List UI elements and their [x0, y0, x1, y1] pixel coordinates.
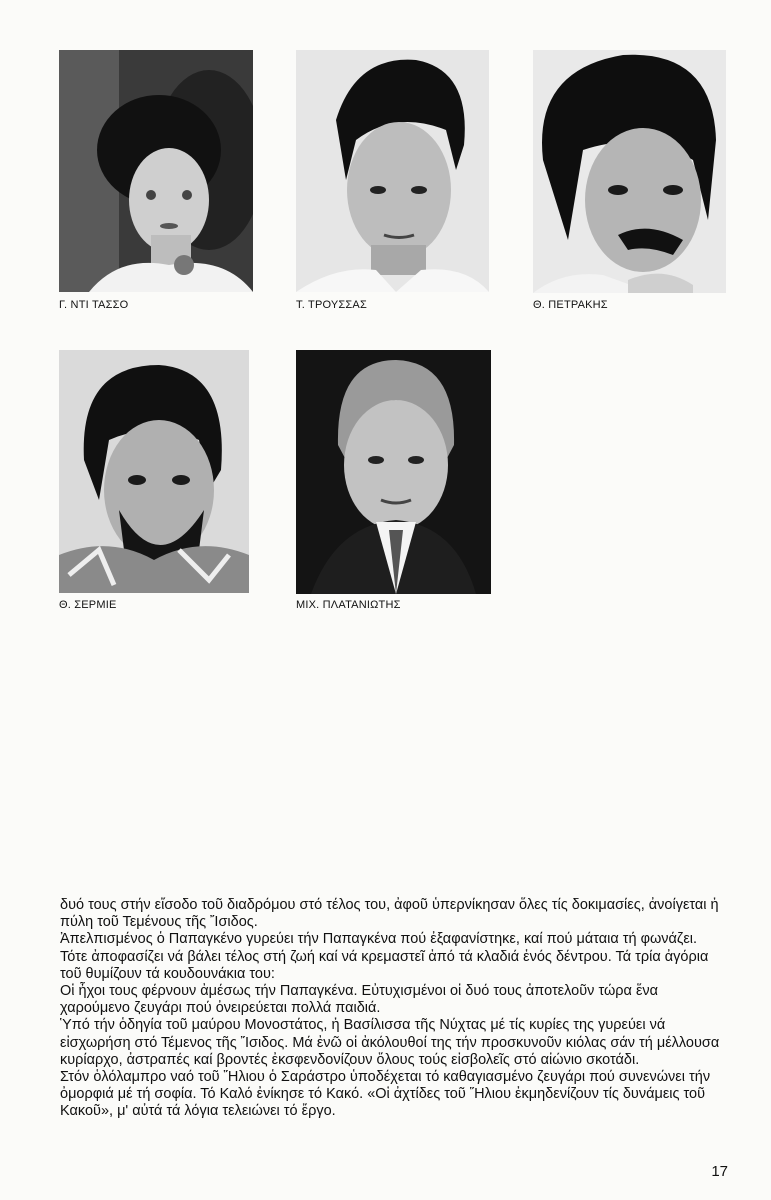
paragraph-2: Ἀπελπισμένος ὁ Παπαγκένο γυρεύει τήν Παπαγκένα πού ἐξαφανίστηκε, καί πού μάταια τή φωνάζει. Τότε ἀποφασίζει νά βάλει τέλος στή ζωή καί νά κρεμαστεῖ ἀπό τά κλαδιά ἑνός δέντρου. Τά τρία ἀγόρια τοῦ θυμίζουν τά κουδουνάκια του:	[60, 931, 709, 982]
page-number: 17	[711, 1163, 728, 1180]
paragraph-5: Στόν ὁλόλαμπρο ναό τοῦ Ἥλιου ὁ Σαράστρο ὑποδέχεται τό καθαγιασμένο ζευγάρι πού συνενώνει τήν ὀμορφιά μέ τή σοφία. Τό Καλό ἐνίκησε τό Κακό. «Οἱ ἀχτίδες τοῦ Ἥλιου ἐκμηδενίζουν τίς δυνάμεις τοῦ Κακοῦ», μ' αὐτά τά λόγια τελειώνει τό ἔργο.	[60, 1069, 711, 1120]
portrait-caption-5: ΜΙΧ. ΠΛΑΤΑΝΙΩΤΗΣ	[296, 599, 401, 611]
portrait-caption-1: Γ. ΝΤΙ ΤΑΣΣΟ	[59, 299, 129, 311]
portrait-caption-3: Θ. ΠΕΤΡΑΚΗΣ	[533, 299, 608, 311]
portrait-photo-4	[59, 350, 249, 593]
portrait-photo-1	[59, 50, 253, 292]
paragraph-4: Ὑπό τήν ὁδηγία τοῦ μαύρου Μονοστάτος, ἡ Βασίλισσα τῆς Νύχτας μέ τίς κυρίες της γυρεύει νά εἰσχωρήση στό Τέμενος τῆς Ἴσιδος. Μά ἐνῶ οἱ ἀκόλουθοί της τήν προσκυνοῦν κιόλας σάν τή μέλλουσα κυρίαρχο, ἀστραπές καί βροντές ἐκσφενδονίζουν ὅλους τούς εἰσβολεῖς στό αἰώνιο σκοτάδι.	[60, 1017, 720, 1068]
portrait-photo-5	[296, 350, 491, 594]
portrait-photo-3	[533, 50, 726, 293]
synopsis-text	[60, 897, 725, 1121]
portrait-photo-2	[296, 50, 489, 292]
paragraph-3: Οἱ ἦχοι τους φέρνουν ἀμέσως τήν Παπαγκένα. Εὐτυχισμένοι οἱ δυό τους ἀποτελοῦν τώρα ἕνα χαρούμενο ζευγάρι πού ὀνειρεύεται πολλά παιδιά.	[60, 983, 659, 1017]
portrait-caption-2: Τ. ΤΡΟΥΣΣΑΣ	[296, 299, 367, 311]
paragraph-1: δυό τους στήν εἴσοδο τοῦ διαδρόμου στό τέλος του, ἀφοῦ ὑπερνίκησαν ὅλες τίς δοκιμασίες, ἀνοίγεται ἡ πύλη τοῦ Τεμένους τῆς Ἴσιδος.	[60, 897, 719, 931]
portrait-caption-4: Θ. ΣΕΡΜΙΕ	[59, 599, 117, 611]
